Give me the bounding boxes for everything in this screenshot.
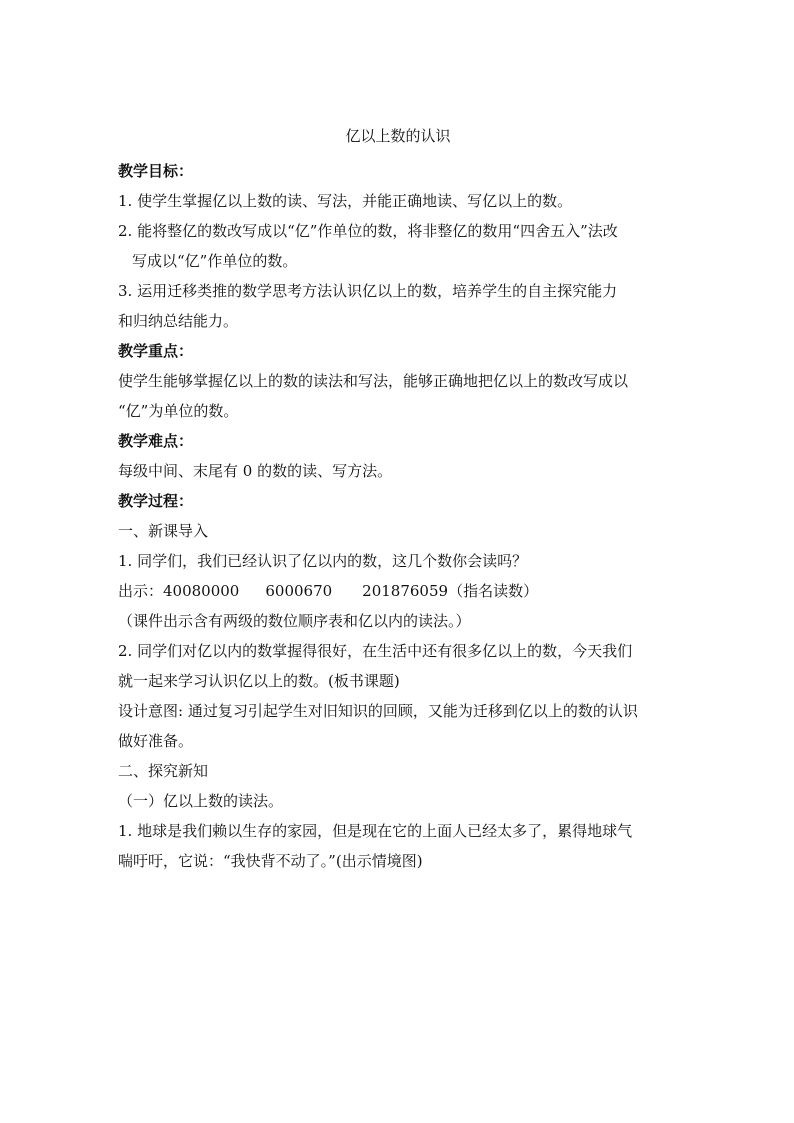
story-line-1: 1. 地球是我们赖以生存的家园，但是现在它的上面人已经太多了，累得地球气: [118, 822, 633, 840]
design-intent-line-2: 做好准备。: [118, 732, 194, 750]
goal-3-line-1: 3. 运用迁移类推的数学思考方法认识亿以上的数，培养学生的自主探究能力: [118, 282, 618, 300]
shown-number-2: 6000670: [265, 582, 333, 600]
section-1-heading: 一、新课导入: [118, 522, 209, 540]
step-1: 1. 同学们，我们已经认识了亿以内的数，这几个数你会读吗？: [118, 552, 528, 570]
design-intent-line-1: 设计意图: 通过复习引起学生对旧知识的回顾，又能为迁移到亿以上的数的认识: [118, 702, 638, 720]
courseware-note: （课件出示含有两级的数位顺序表和亿以内的读法。）: [118, 612, 471, 630]
key-points-heading: 教学重点：: [118, 342, 194, 360]
shown-number-3: 201876059（指名读数）: [362, 582, 539, 600]
difficulty-text: 每级中间、末尾有 0 的数的读、写方法。: [118, 462, 393, 480]
key-points-line-1: 使学生能够掌握亿以上的数的读法和写法，能够正确地把亿以上的数改写成以: [118, 372, 629, 390]
key-points-line-2: “亿”为单位的数。: [118, 402, 239, 420]
section-2-heading: 二、探究新知: [118, 762, 209, 780]
difficulty-heading: 教学难点：: [118, 432, 194, 450]
goals-heading: 教学目标：: [118, 162, 194, 180]
shown-numbers: [118, 576, 678, 606]
step-2-line-1: 2. 同学们对亿以内的数掌握得很好，在生活中还有很多亿以上的数，今天我们: [118, 642, 633, 660]
subsection-1-heading: （一）亿以上数的读法。: [118, 792, 284, 810]
process-heading: 教学过程：: [118, 492, 194, 510]
goal-2-line-2: 写成以“亿”作单位的数。: [132, 252, 298, 270]
story-line-2: 喘吁吁，它说：“我快背不动了。”(出示情境图): [118, 852, 423, 870]
document-title: 亿以上数的认识: [345, 127, 451, 145]
shown-number-1: 出示：40080000: [118, 582, 240, 600]
goal-1: 1. 使学生掌握亿以上数的读、写法，并能正确地读、写亿以上的数。: [118, 192, 573, 210]
document-page: [118, 126, 678, 876]
step-2-line-2: 就一起来学习认识亿以上的数。(板书课题): [118, 672, 400, 690]
goal-3-line-2: 和归纳总结能力。: [118, 312, 239, 330]
goal-2-line-1: 2. 能将整亿的数改写成以“亿”作单位的数，将非整亿的数用“四舍五入”法改: [118, 222, 618, 240]
